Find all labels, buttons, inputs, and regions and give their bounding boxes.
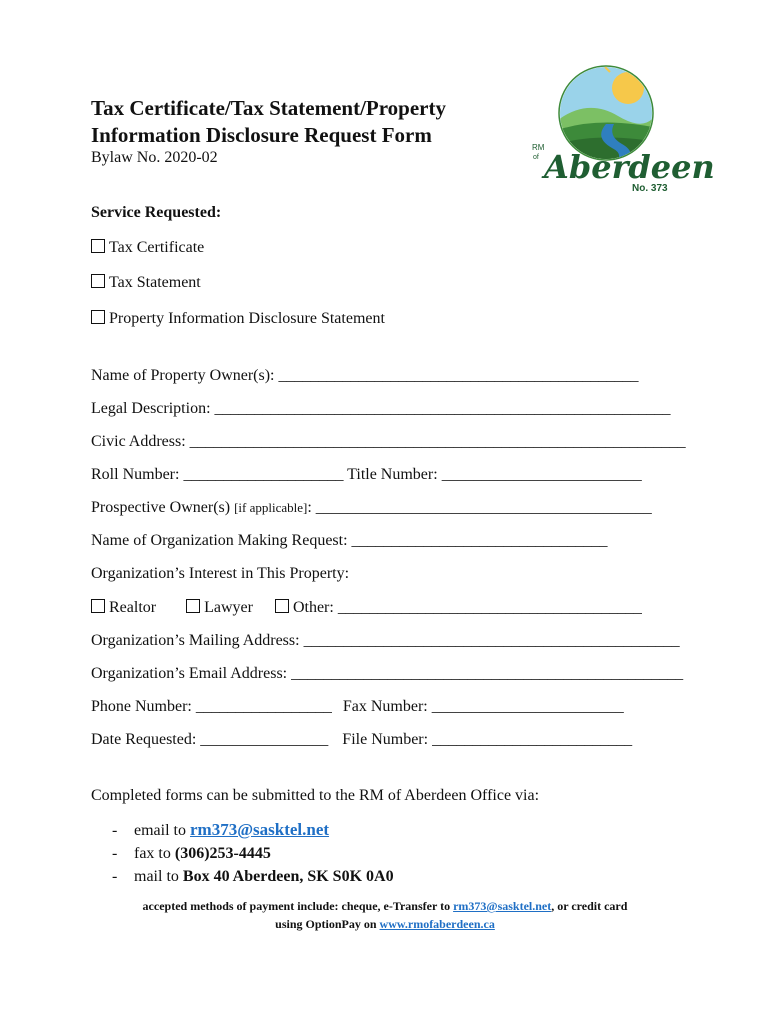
option-other[interactable] (275, 599, 334, 616)
option-label: Other: (292, 599, 334, 616)
footer-text: accepted methods of payment include: cheque, e-Transfer to (142, 899, 451, 913)
footer-text: , or credit card (551, 899, 628, 913)
option-label: Tax Certificate (109, 239, 205, 256)
method-prefix: mail to (134, 868, 179, 885)
logo-rm-text: RM (532, 143, 545, 152)
owner-blank[interactable]: _____________________________________________ (278, 367, 639, 384)
page-title (91, 95, 531, 149)
option-label: Realtor (109, 599, 157, 616)
field-label: Date Requested: (91, 731, 197, 748)
roll-blank[interactable]: ____________________ (183, 466, 344, 483)
option-property-disclosure[interactable] (91, 310, 385, 328)
checkbox[interactable] (91, 599, 105, 613)
fax-number: (306)253-4445 (174, 845, 271, 862)
prospective-blank[interactable]: __________________________________________ (315, 499, 652, 516)
method-mail (112, 865, 394, 888)
organization-blank[interactable]: ________________________________ (351, 532, 608, 549)
field-label: Fax Number: (342, 698, 428, 715)
method-prefix: email to (134, 822, 186, 839)
interest-label: Organization’s Interest in This Property: (91, 565, 350, 582)
civic-address-field[interactable] (91, 433, 686, 451)
checkbox[interactable] (91, 310, 105, 324)
email-blank[interactable]: _________________________________________________ (291, 665, 684, 682)
prospective-owner-field[interactable] (91, 499, 652, 517)
logo-number-text: No. 373 (632, 183, 668, 194)
owner-field[interactable] (91, 367, 639, 385)
footer-email-link[interactable]: rm373@sasktel.net (453, 899, 552, 913)
phone-blank[interactable]: _________________ (195, 698, 332, 715)
date-file-row (91, 731, 632, 749)
mailing-address-field[interactable] (91, 632, 680, 650)
title-line-1: Tax Certificate/Tax Statement/Property (91, 96, 446, 120)
other-blank[interactable]: ______________________________________ (337, 599, 642, 616)
title-line-2: Information Disclosure Request Form (91, 123, 432, 147)
rm-aberdeen-logo (528, 58, 715, 196)
phone-fax-row (91, 698, 624, 716)
legal-description-field[interactable] (91, 400, 671, 418)
option-label: Lawyer (204, 599, 253, 616)
field-label: Title Number: (347, 466, 438, 483)
field-label: File Number: (342, 731, 429, 748)
logo-of-text: of (533, 154, 539, 161)
email-link[interactable]: rm373@sasktel.net (189, 820, 330, 839)
email-address-field[interactable] (91, 665, 683, 683)
mail-address: Box 40 Aberdeen, SK S0K 0A0 (182, 868, 394, 885)
dash: - (112, 845, 118, 862)
footer-text: using OptionPay on (275, 917, 377, 931)
field-label: Name of Organization Making Request: (91, 532, 348, 549)
method-prefix: fax to (134, 845, 171, 862)
mailing-blank[interactable]: _______________________________________________ (303, 632, 680, 649)
colon: : (307, 499, 312, 516)
field-label: Organization’s Mailing Address: (91, 632, 300, 649)
field-label: Prospective Owner(s) (91, 499, 231, 516)
option-tax-certificate[interactable] (91, 239, 204, 257)
roll-title-row (91, 466, 642, 484)
method-fax (112, 842, 394, 865)
organization-field[interactable] (91, 532, 608, 550)
fax-blank[interactable]: ________________________ (431, 698, 624, 715)
checkbox[interactable] (91, 274, 105, 288)
option-tax-statement[interactable] (91, 274, 201, 292)
option-label: Property Information Disclosure Statement (109, 310, 385, 327)
payment-methods-note (80, 897, 690, 933)
field-label: Phone Number: (91, 698, 192, 715)
logo-name-text: Aberdeen (544, 148, 715, 186)
field-label: Name of Property Owner(s): (91, 367, 275, 384)
interest-options-row (91, 599, 642, 617)
field-label: Legal Description: (91, 400, 211, 417)
field-label: Organization’s Email Address: (91, 665, 288, 682)
method-email (112, 818, 394, 842)
legal-blank[interactable]: _________________________________________________________ (214, 400, 671, 417)
dash: - (112, 822, 118, 839)
field-label: Civic Address: (91, 433, 186, 450)
submission-intro: Completed forms can be submitted to the RM of Aberdeen Office via: (91, 787, 540, 804)
checkbox[interactable] (91, 239, 105, 253)
title-number-blank[interactable]: _________________________ (441, 466, 642, 483)
dash: - (112, 868, 118, 885)
checkbox[interactable] (275, 599, 289, 613)
date-blank[interactable]: ________________ (200, 731, 329, 748)
service-heading: Service Requested: (91, 204, 222, 221)
option-realtor[interactable] (91, 599, 156, 616)
submission-methods (112, 818, 394, 888)
option-lawyer[interactable] (186, 599, 253, 616)
bylaw-number: Bylaw No. 2020-02 (91, 149, 218, 166)
option-label: Tax Statement (109, 274, 201, 291)
checkbox[interactable] (186, 599, 200, 613)
file-blank[interactable]: _________________________ (432, 731, 633, 748)
website-link[interactable]: www.rmofaberdeen.ca (379, 917, 495, 931)
field-label: Roll Number: (91, 466, 180, 483)
civic-blank[interactable]: ______________________________________________________________ (189, 433, 686, 450)
if-applicable-note: [if applicable] (234, 500, 308, 515)
